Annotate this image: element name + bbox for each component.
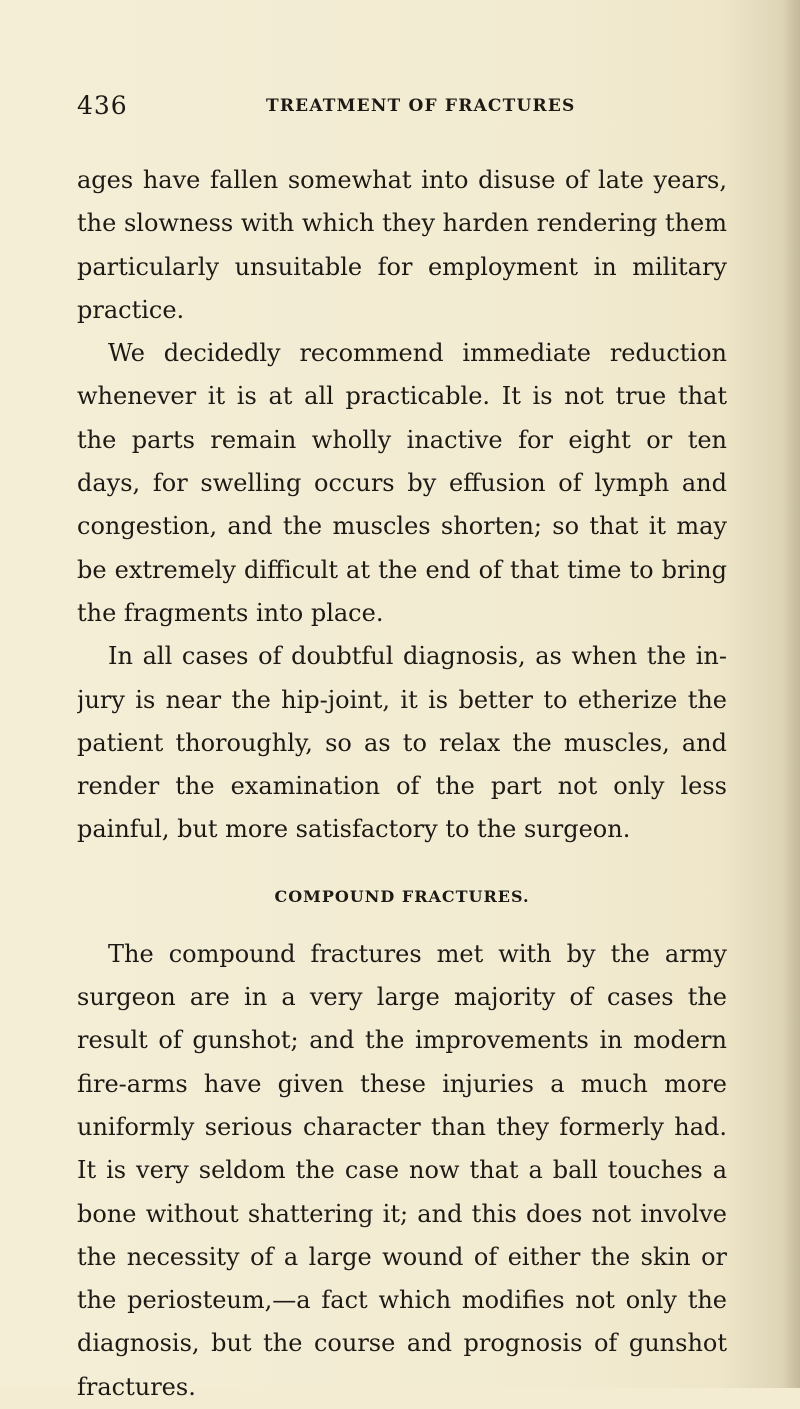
- body-text: [77, 159, 727, 1409]
- paragraph-4: [77, 933, 727, 1409]
- text-line: the periosteum,—a fact which modifies not only the: [77, 1286, 727, 1315]
- section-heading: COMPOUND FRACTURES.: [274, 886, 530, 906]
- page-edge-shadow: [782, 0, 800, 1388]
- text-line: bone without shattering it; and this does not involve: [77, 1199, 727, 1228]
- paragraph-1: [77, 159, 727, 332]
- text-line: fractures.: [77, 1372, 196, 1401]
- text-line: the parts remain wholly inactive for eight or ten: [77, 425, 727, 454]
- text-line: jury is near the hip-joint, it is better to etherize the: [77, 685, 727, 714]
- running-head: TREATMENT OF FRACTURES: [266, 96, 576, 116]
- text-line: days, for swelling occurs by effusion of lymph and: [77, 469, 727, 498]
- text-line: ages have fallen somewhat into disuse of late years,: [77, 166, 727, 194]
- text-line: diagnosis, but the course and prognosis of gunshot: [77, 1329, 727, 1358]
- text-line: practice.: [77, 295, 185, 324]
- page-number: 436: [77, 91, 128, 120]
- text-line: The compound fractures met with by the army: [108, 939, 727, 968]
- text-line: uniformly serious character than they formerly had.: [77, 1112, 727, 1141]
- text-line: fire-arms have given these injuries a much more: [77, 1069, 727, 1098]
- text-line: In all cases of doubtful diagnosis, as when the in-: [108, 642, 727, 671]
- text-line: particularly unsuitable for employment in military: [77, 252, 727, 281]
- text-line: painful, but more satisfactory to the surgeon.: [77, 815, 631, 844]
- text-line: patient thoroughly, so as to relax the muscles, and: [77, 728, 727, 757]
- text-line: be extremely difficult at the end of that time to bring: [77, 555, 727, 584]
- text-line: render the examination of the part not only less: [77, 772, 727, 801]
- page-header: [77, 86, 727, 126]
- text-line: the slowness with which they harden rendering them: [77, 209, 727, 238]
- text-line: whenever it is at all practicable. It is not true that: [77, 382, 727, 411]
- paragraph-2: [77, 332, 727, 635]
- text-line: We decidedly recommend immediate reduction: [108, 339, 727, 368]
- text-line: the necessity of a large wound of either the skin or: [77, 1242, 727, 1271]
- text-line: surgeon are in a very large majority of cases the: [77, 983, 727, 1012]
- text-line: congestion, and the muscles shorten; so that it may: [77, 512, 727, 541]
- text-line: It is very seldom the case now that a ball touches a: [77, 1156, 727, 1185]
- text-line: result of gunshot; and the improvements in modern: [77, 1026, 727, 1055]
- paragraph-3: [77, 635, 727, 851]
- text-line: the fragments into place.: [77, 598, 384, 627]
